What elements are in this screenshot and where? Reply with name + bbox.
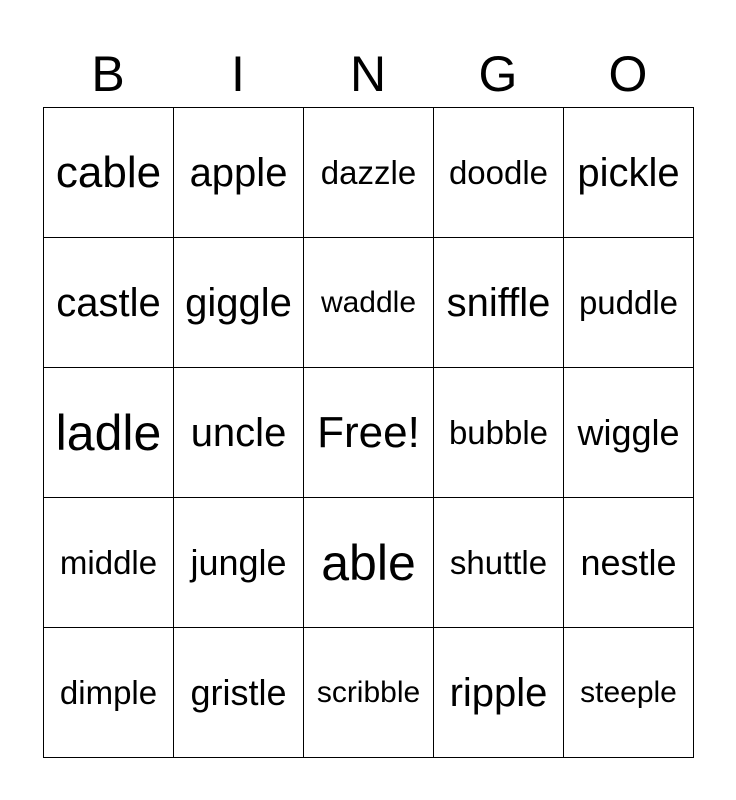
bingo-cell[interactable]: sniffle: [434, 238, 564, 368]
bingo-board: [43, 107, 694, 758]
bingo-cell[interactable]: middle: [44, 498, 174, 628]
bingo-cell[interactable]: puddle: [564, 238, 694, 368]
bingo-header: [43, 40, 693, 108]
bingo-cell[interactable]: jungle: [174, 498, 304, 628]
bingo-cell[interactable]: dazzle: [304, 108, 434, 238]
free-space-cell[interactable]: Free!: [304, 368, 434, 498]
bingo-cell[interactable]: shuttle: [434, 498, 564, 628]
bingo-cell[interactable]: ladle: [44, 368, 174, 498]
bingo-cell[interactable]: castle: [44, 238, 174, 368]
bingo-cell[interactable]: steeple: [564, 628, 694, 758]
bingo-cell[interactable]: wiggle: [564, 368, 694, 498]
bingo-cell[interactable]: pickle: [564, 108, 694, 238]
bingo-cell[interactable]: dimple: [44, 628, 174, 758]
header-letter-o: O: [608, 46, 648, 102]
bingo-cell[interactable]: waddle: [304, 238, 434, 368]
bingo-cell[interactable]: gristle: [174, 628, 304, 758]
bingo-cell[interactable]: cable: [44, 108, 174, 238]
bingo-cell[interactable]: apple: [174, 108, 304, 238]
bingo-cell[interactable]: scribble: [304, 628, 434, 758]
bingo-cell[interactable]: doodle: [434, 108, 564, 238]
header-letter-g: G: [478, 46, 518, 102]
header-letter-n: N: [349, 46, 387, 102]
bingo-cell[interactable]: ripple: [434, 628, 564, 758]
bingo-cell[interactable]: able: [304, 498, 434, 628]
bingo-cell[interactable]: nestle: [564, 498, 694, 628]
bingo-cell[interactable]: bubble: [434, 368, 564, 498]
header-letter-i: I: [231, 46, 245, 102]
bingo-cell[interactable]: uncle: [174, 368, 304, 498]
header-letter-b: B: [91, 46, 125, 102]
bingo-cell[interactable]: giggle: [174, 238, 304, 368]
